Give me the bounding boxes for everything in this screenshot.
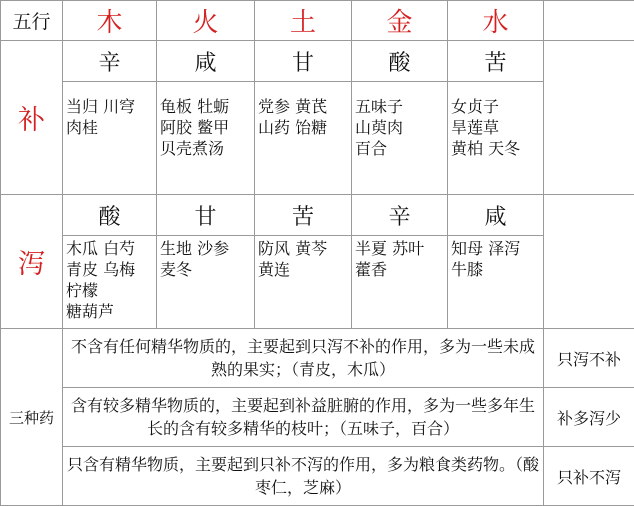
xie-herbs-wood: 木瓜 白芍 青皮 乌梅 柠檬 糖葫芦 [63,236,157,329]
empty-cell [544,195,634,329]
bu-herbs-water: 女贞子 旱莲草 黄柏 天冬 [448,82,544,195]
xie-flavor-fire: 甘 [157,195,255,236]
element-fire: 火 [157,1,255,41]
bu-herbs-metal: 五味子 山萸肉 百合 [352,82,448,195]
bu-herbs-row [1,82,634,195]
xie-herbs-fire: 生地 沙参 麦冬 [157,236,255,329]
element-wood: 木 [63,1,157,41]
bu-herbs-wood: 当归 川穹 肉桂 [63,82,157,195]
element-earth: 土 [255,1,352,41]
bu-flavor-earth: 甘 [255,41,352,82]
empty-cell [544,1,634,41]
bu-flavor-water: 苦 [448,41,544,82]
xie-flavor-row [1,195,634,236]
bu-flavor-wood: 辛 [63,41,157,82]
three-kinds-desc-2: 含有较多精华物质的，主要起到补益脏腑的作用，多为一些多年生长的含有较多精华的枝叶；（五味子，百合） [63,388,544,447]
xie-flavor-water: 咸 [448,195,544,236]
xie-herbs-earth: 防风 黄芩 黄连 [255,236,352,329]
three-kinds-row [1,329,634,388]
bu-flavor-fire: 咸 [157,41,255,82]
xie-label: 泻 [1,195,63,329]
bu-flavor-row [1,41,634,82]
element-water: 水 [448,1,544,41]
three-kinds-row [1,447,634,506]
bu-herbs-fire: 龟板 牡蛎 阿胶 鳖甲 贝壳煮汤 [157,82,255,195]
xie-herbs-water: 知母 泽泻 牛膝 [448,236,544,329]
bu-herbs-earth: 党参 黄芪 山药 饴糖 [255,82,352,195]
three-kinds-row [1,388,634,447]
element-header-row [1,1,634,41]
three-kinds-effect-3: 只补不泻 [544,447,634,506]
element-metal: 金 [352,1,448,41]
empty-cell [544,41,634,195]
three-kinds-label: 三种药 [1,329,63,506]
three-kinds-effect-1: 只泻不补 [544,329,634,388]
xie-herbs-metal: 半夏 苏叶 藿香 [352,236,448,329]
bu-flavor-metal: 酸 [352,41,448,82]
xie-flavor-earth: 苦 [255,195,352,236]
xie-herbs-row [1,236,634,329]
three-kinds-effect-2: 补多泻少 [544,388,634,447]
xie-flavor-wood: 酸 [63,195,157,236]
bu-label: 补 [1,41,63,195]
five-elements-label: 五行 [1,1,63,41]
xie-flavor-metal: 辛 [352,195,448,236]
three-kinds-desc-3: 只含有精华物质，主要起到只补不泻的作用，多为粮食类药物。（酸枣仁，芝麻） [63,447,544,506]
three-kinds-desc-1: 不含有任何精华物质的，主要起到只泻不补的作用，多为一些未成熟的果实；（青皮，木瓜） [63,329,544,388]
